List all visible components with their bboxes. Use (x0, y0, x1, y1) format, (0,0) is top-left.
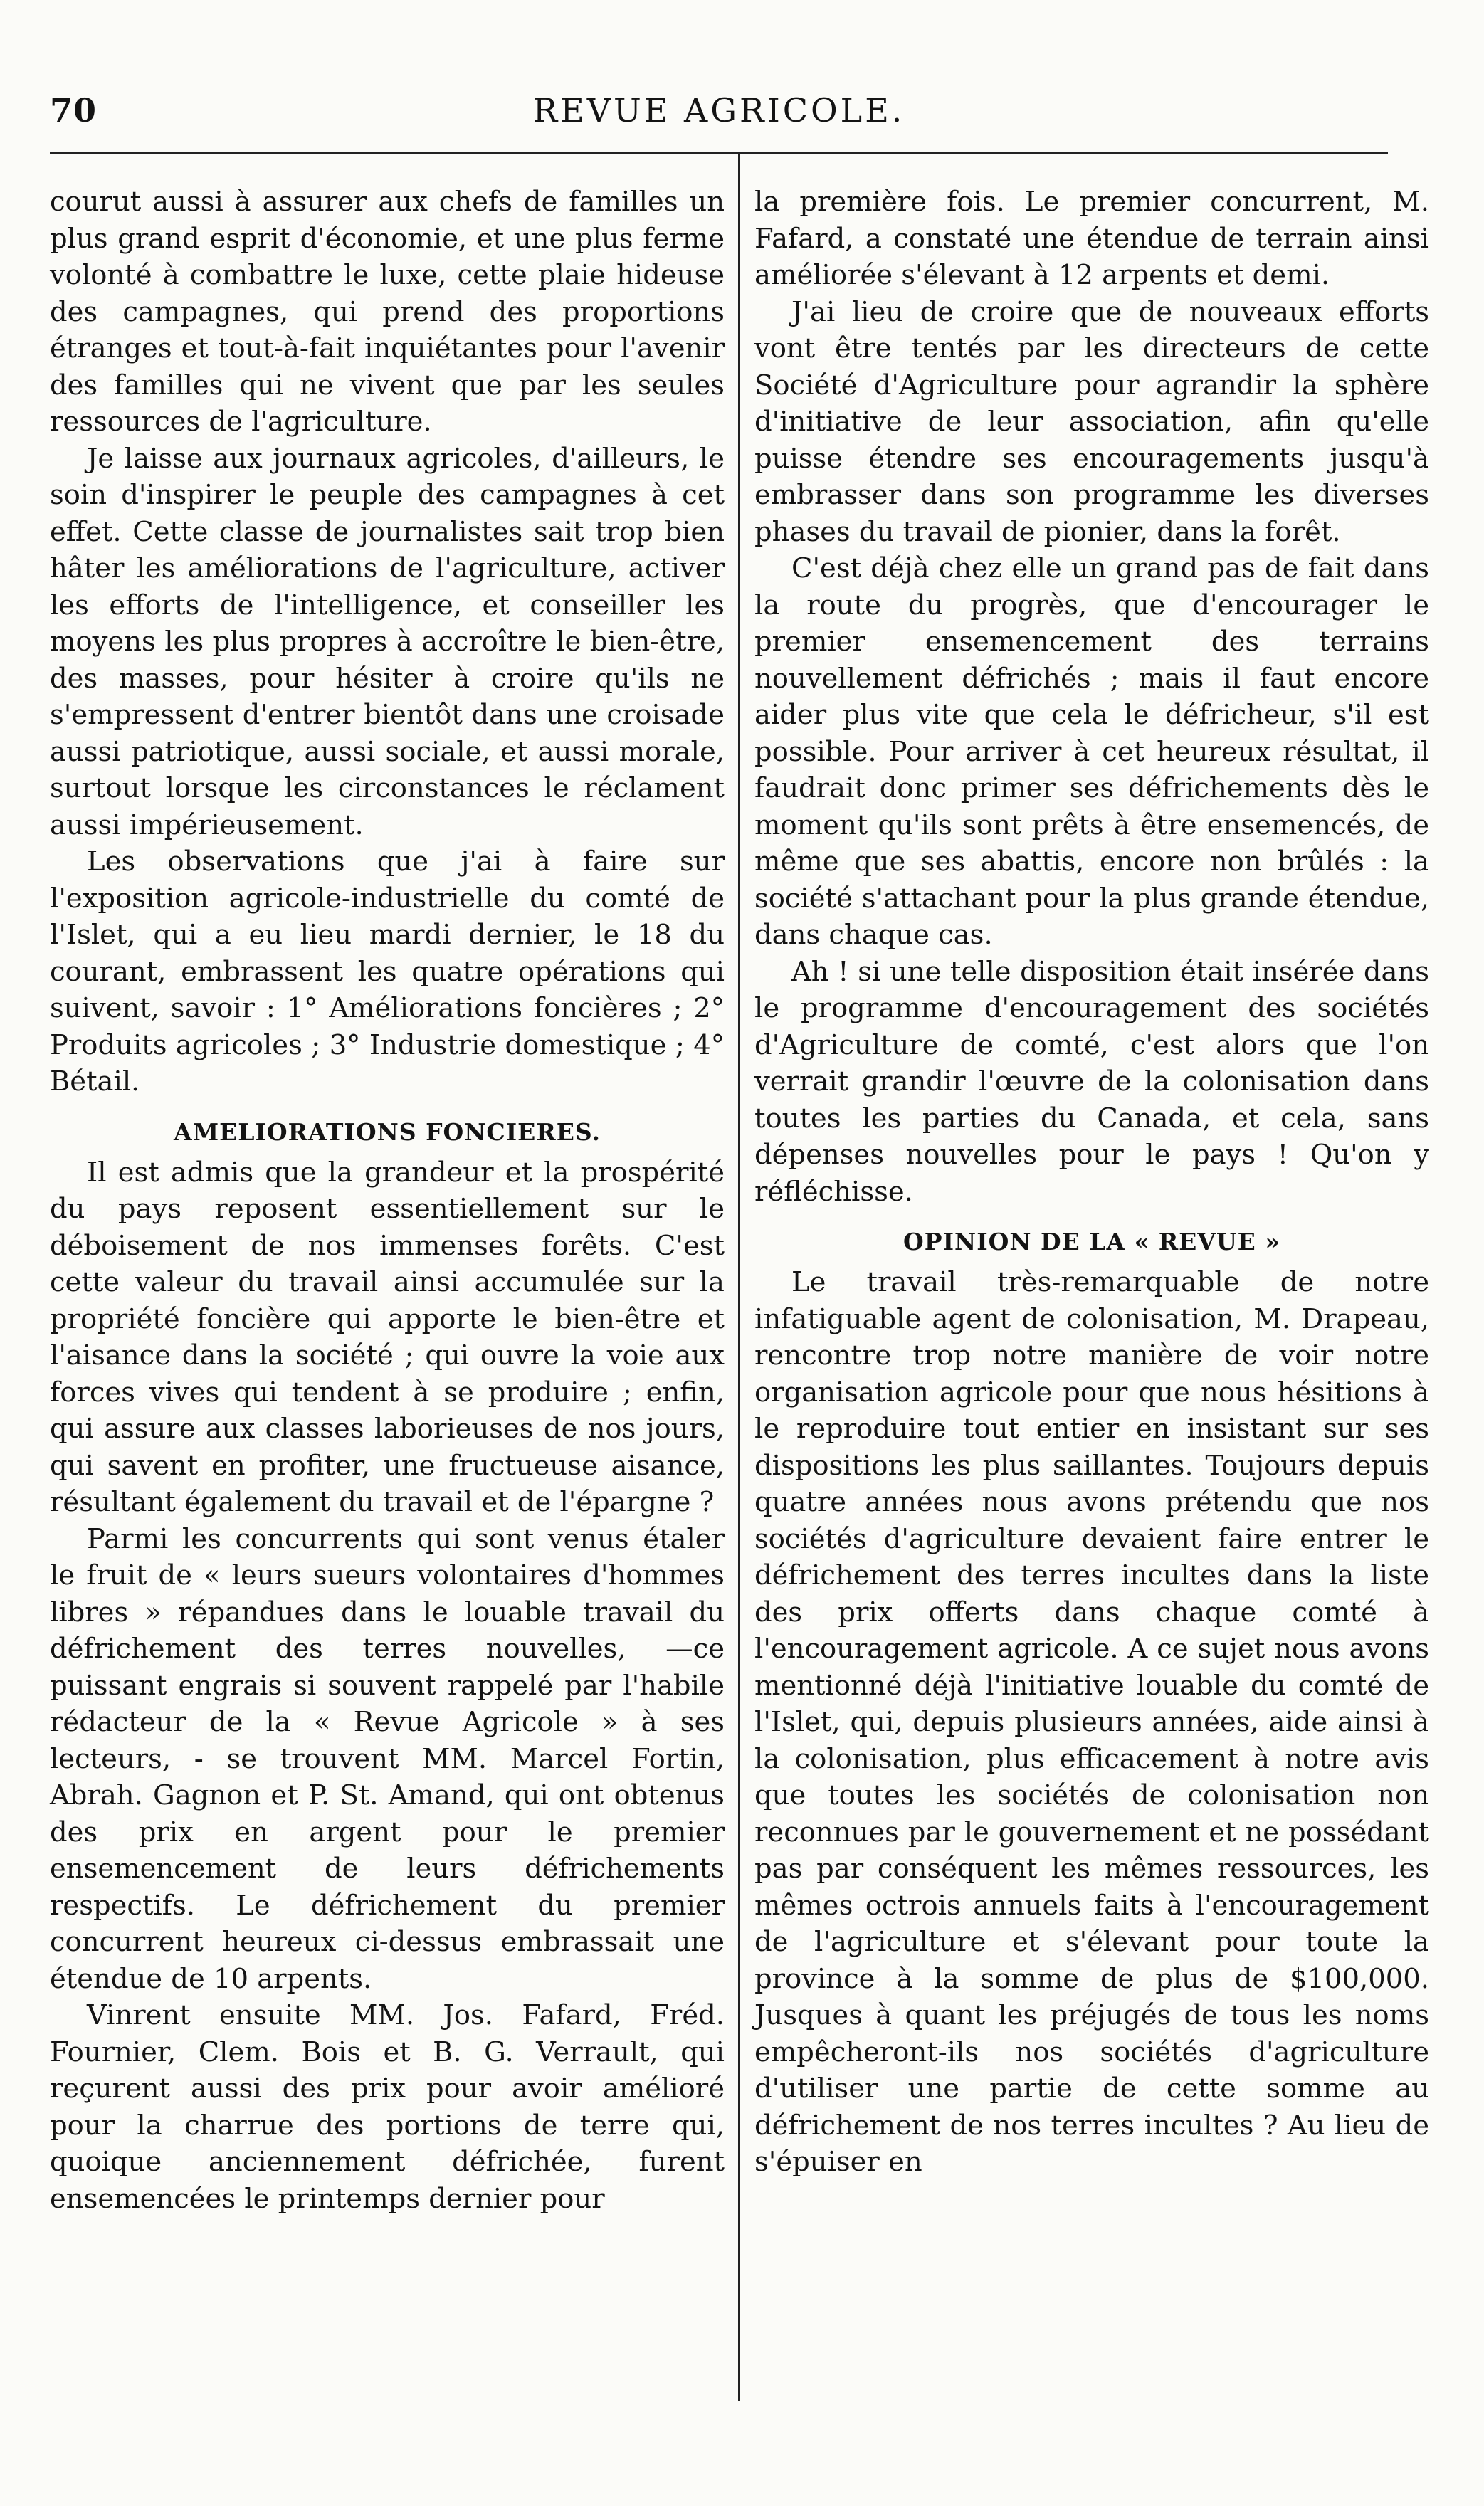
left-column (50, 184, 725, 2217)
section-heading-ameliorations: AMELIORATIONS FONCIERES. (173, 1117, 601, 1146)
right-paragraph-2: J'ai lieu de croire que de nouveaux efforts vont être tentés par les directeurs de cette Société d'Agriculture pour agrandir la sphère d'initiative de leur association, afin qu'elle puisse étendre ses encouragements jusqu'à embrasser dans son programme les diverses phases du travail de pionier, dans la forêt. (754, 295, 1429, 548)
column-divider (738, 152, 740, 2401)
left-paragraph-2: Je laisse aux journaux agricoles, d'ailleurs, le soin d'inspirer le peuple des campagnes à cet effet. Cette classe de journalistes sait trop bien hâter les améliorations de l'agriculture, activer les efforts de l'intelligence, et conseiller les moyens les plus propres à accroître le bien-être, des masses, pour hésiter à croire qu'ils ne s'empressent d'entrer bientôt dans une croisade aussi patriotique, aussi sociale, et aussi morale, surtout lorsque les circonstances le réclament aussi impérieusement. (50, 442, 725, 841)
running-title: REVUE AGRICOLE. (532, 91, 905, 130)
right-paragraph-5: Le travail très-remarquable de notre infatiguable agent de colonisation, M. Drapeau, rencontre trop notre manière de voir notre organisation agricole pour que nous hésitions à le reproduire tout entier en insistant sur ses dispositions les plus saillantes. Toujours depuis quatre années nous avons prétendu que nos sociétés d'agriculture devaient faire entrer le défrichement des terres incultes dans la liste des prix offerts dans chaque comté à l'encouragement agricole. A ce sujet nous avons mentionné déjà l'initiative louable du comté de l'Islet, qui, depuis plusieurs années, aide ainsi à la colonisation, plus efficacement à notre avis que toutes les sociétés de colonisation non reconnues par le gouvernement et ne possédant pas par conséquent les mêmes ressources, les mêmes octrois annuels faits à l'encouragement de l'agriculture et s'élevant pour toute la province à la somme de plus de $100,000. Jusques à quant les préjugés de tous les noms empêcheront-ils nos sociétés d'agriculture d'utiliser une partie de cette somme au défrichement de nos terres incultes ? Au lieu de s'épuiser en (754, 1266, 1429, 2178)
page-number: 70 (50, 91, 98, 130)
left-paragraph-5: Parmi les concurrents qui sont venus étaler le fruit de « leurs sueurs volontaires d'hommes libres » répandues dans le louable travail du défrichement des terres nouvelles, —ce puissant engrais si souvent rappelé par l'habile rédacteur de la « Revue Agricole » à ses lecteurs, - se trouvent MM. Marcel Fortin, Abrah. Gagnon et P. St. Amand, qui ont obtenus des prix en argent pour le premier ensemencement de leurs défrichements respectifs. Le défrichement du premier concurrent heureux ci-dessus embrassait une étendue de 10 arpents. (50, 1522, 725, 1995)
left-paragraph-3: Les observations que j'ai à faire sur l'exposition agricole-industrielle du comté de l'Islet, qui a eu lieu mardi dernier, le 18 du courant, embrassent les quatre opérations qui suivent, savoir : 1° Améliorations foncières ; 2° Produits agricoles ; 3° Industrie domestique ; 4° Bétail. (50, 846, 725, 1097)
left-paragraph-1: courut aussi à assurer aux chefs de familles un plus grand esprit d'économie, et une plus ferme volonté à combattre le luxe, cette plaie hideuse des campagnes, qui prend des proportions étranges et tout-à-fait inquiétantes pour l'avenir des familles qui ne vivent que par les seules ressources de l'agriculture. (50, 186, 725, 438)
left-paragraph-4: Il est admis que la grandeur et la prospérité du pays reposent essentiellement sur le déboisement de nos immenses forêts. C'est cette valeur du travail ainsi accumulée sur la propriété foncière qui apporte le bien-être et l'aisance dans la société ; qui ouvre la voie aux forces vives qui tendent à se produire ; enfin, qui assure aux classes laborieuses de nos jours, qui savent en profiter, une fructueuse aisance, résultant également du travail et de l'épargne ? (50, 1156, 725, 1518)
right-column (754, 184, 1429, 2181)
header-rule (50, 152, 1388, 154)
right-paragraph-3: C'est déjà chez elle un grand pas de fait dans la route du progrès, que d'encourager le premier ensemencement des terrains nouvellement défrichés ; mais il faut encore aider plus vite que cela le défricheur, s'il est possible. Pour arriver à cet heureux résultat, il faudrait donc primer ses défrichements dès le moment qu'ils sont prêts à être ensemencés, de même que ses abattis, encore non brûlés : la société s'attachant pour la plus grande étendue, dans chaque cas. (754, 552, 1429, 951)
section-heading-opinion: OPINION DE LA « REVUE » (903, 1228, 1280, 1255)
right-paragraph-4: Ah ! si une telle disposition était insérée dans le programme d'encouragement des sociétés d'Agriculture de comté, c'est alors que l'on verrait grandir l'œuvre de la colonisation dans toutes les parties du Canada, et cela, sans dépenses nouvelles pour le pays ! Qu'on y réfléchisse. (754, 955, 1429, 1208)
page-header (50, 91, 1388, 141)
right-paragraph-1: la première fois. Le premier concurrent, M. Fafard, a constaté une étendue de terrain ainsi améliorée s'élevant à 12 arpents et demi. (754, 186, 1429, 291)
left-paragraph-6: Vinrent ensuite MM. Jos. Fafard, Fréd. Fournier, Clem. Bois et B. G. Verrault, qui reçurent aussi des prix pour avoir amélioré pour la charrue des portions de terre qui, quoique anciennement défrichée, furent ensemencées le printemps dernier pour (50, 1999, 725, 2215)
